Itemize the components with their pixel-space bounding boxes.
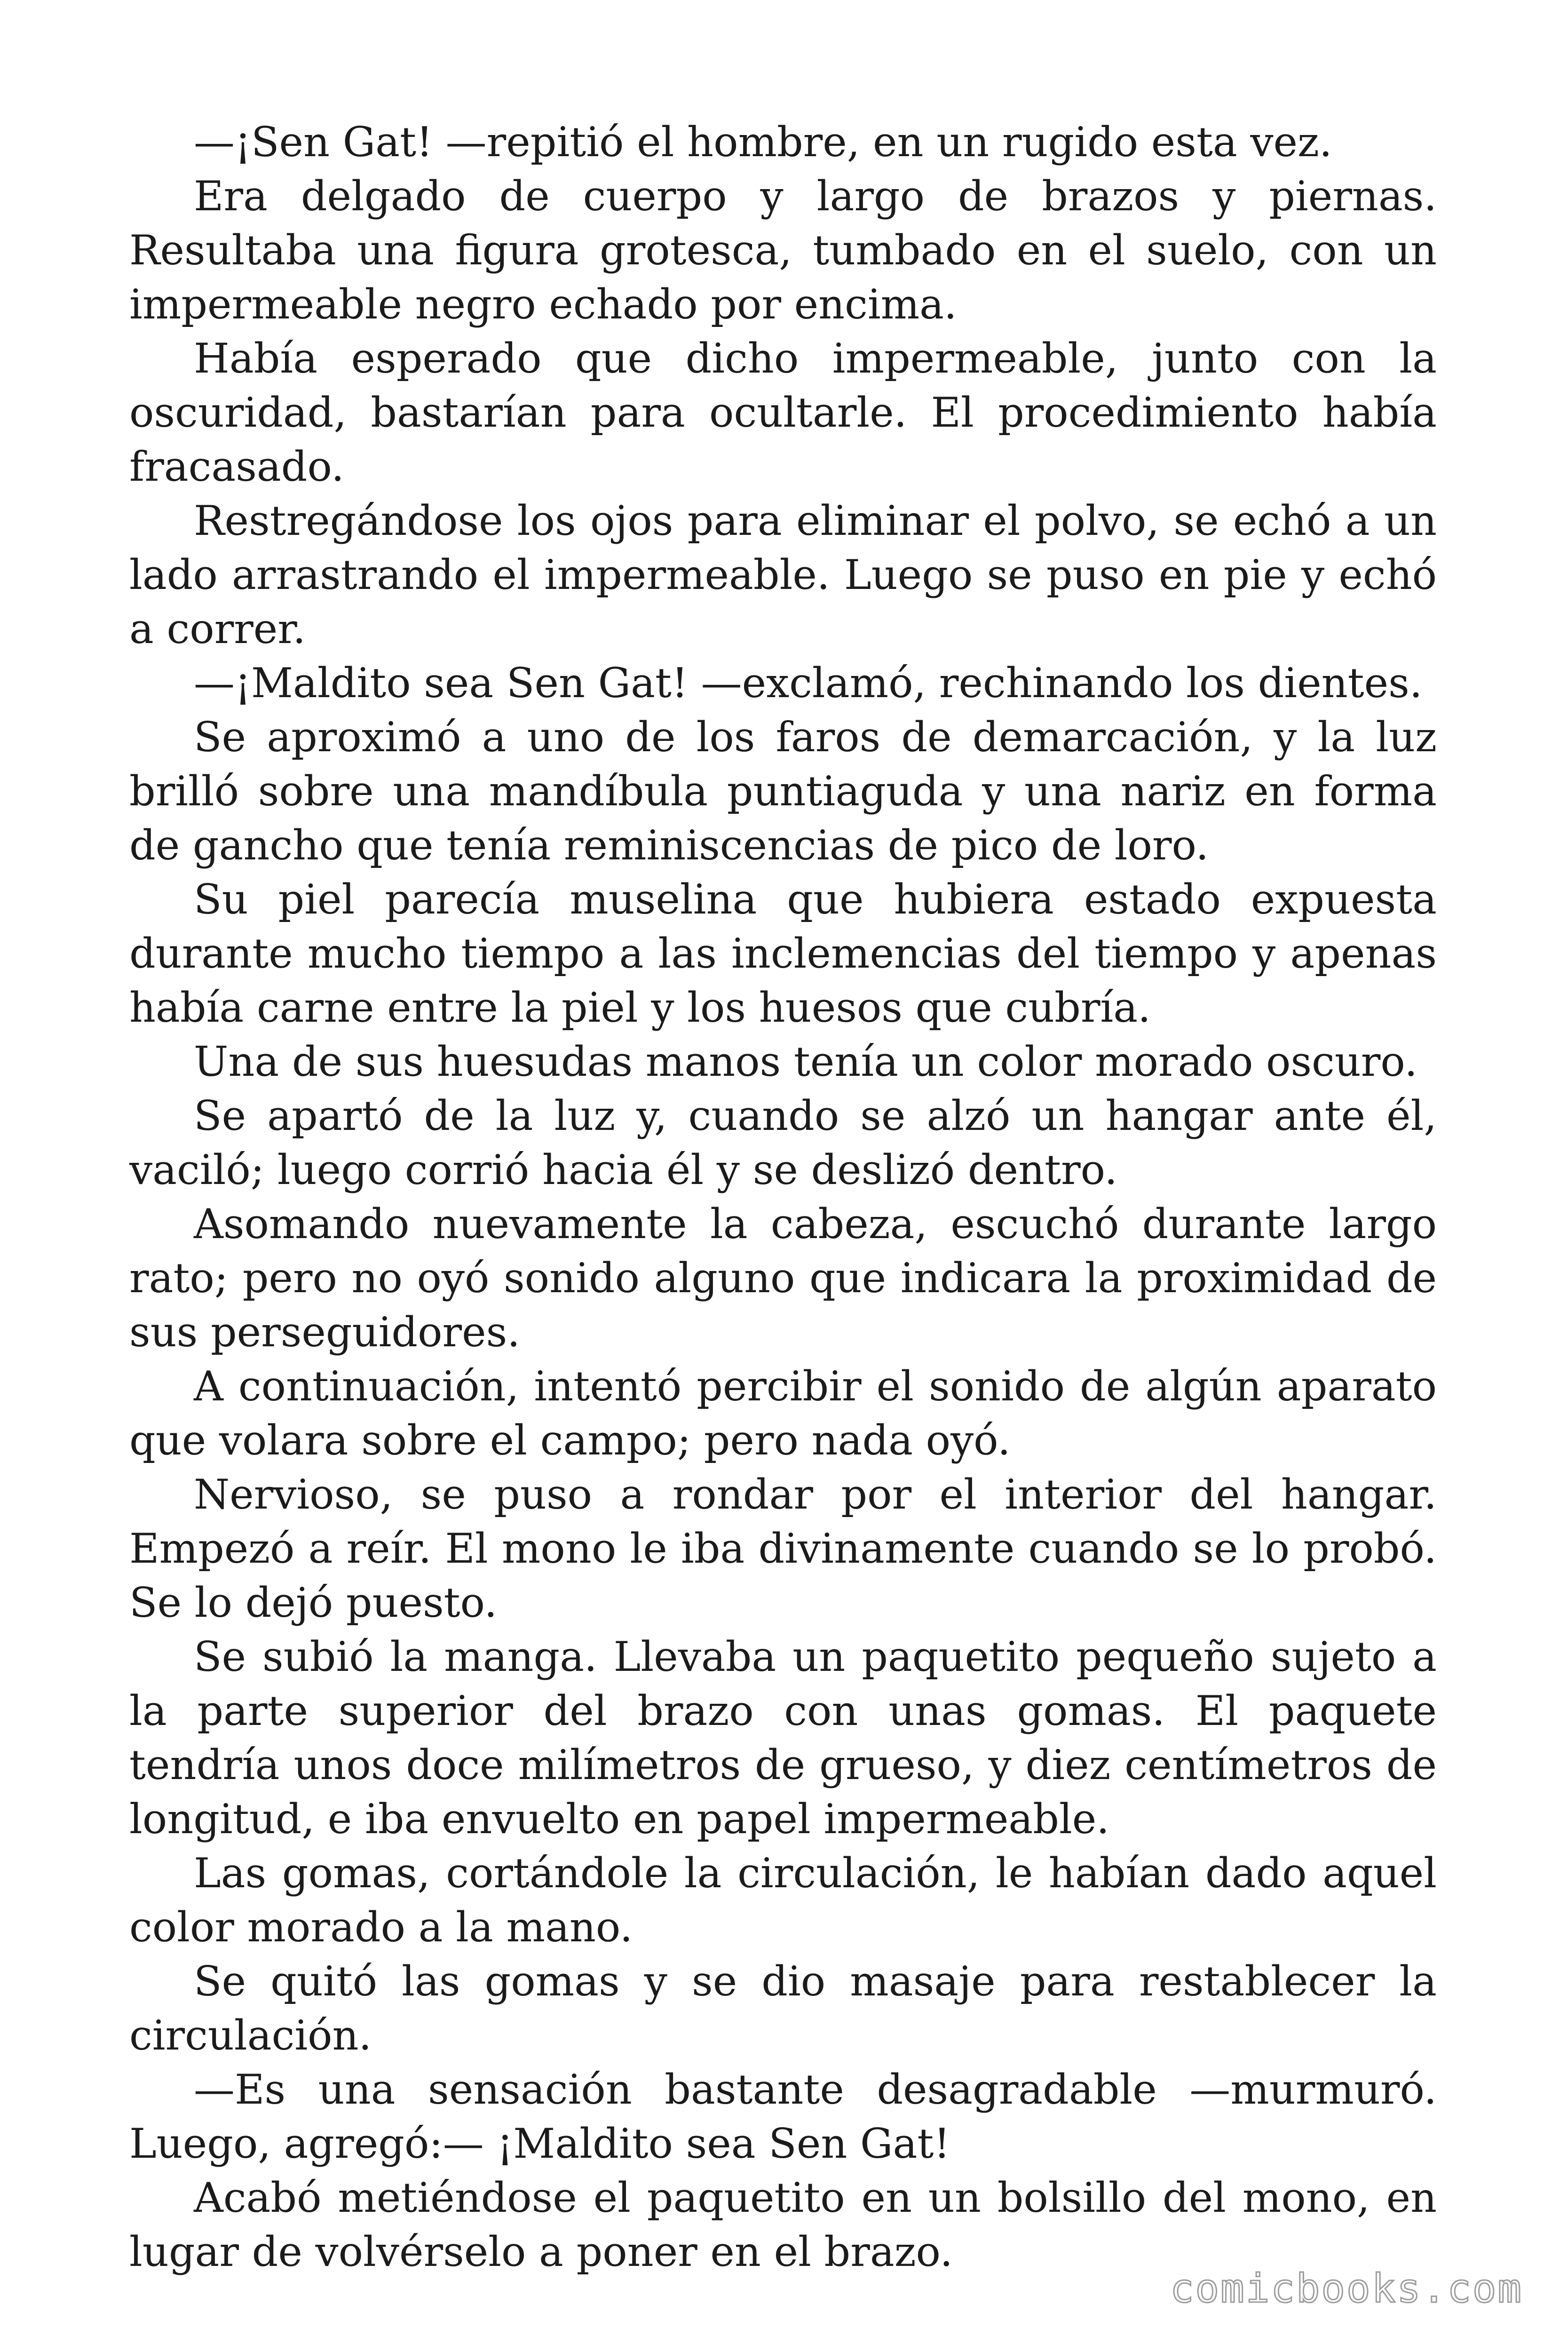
paragraph: Había esperado que dicho impermeable, junto con la oscuridad, bastarían para ocultarle. El procedimiento había fracasado. bbox=[129, 334, 1437, 491]
paragraph: Las gomas, cortándole la circulación, le habían dado aquel color morado a la mano. bbox=[129, 1849, 1437, 1951]
paragraph: Una de sus huesudas manos tenía un color morado oscuro. bbox=[194, 1038, 1418, 1086]
paragraph: —Es una sensación bastante desagradable —murmuró. Luego, agregó:— ¡Maldito sea Sen Gat! bbox=[129, 2066, 1437, 2168]
paragraph: Restregándose los ojos para eliminar el polvo, se echó a un lado arrastrando el impermeable. Luego se puso en pie y echó a correr. bbox=[129, 497, 1437, 653]
paragraph: Se quitó las gomas y se dio masaje para restablecer la circulación. bbox=[129, 1957, 1437, 2059]
paragraph: Acabó metiéndose el paquetito en un bolsillo del mono, en lugar de volvérselo a poner en el brazo. bbox=[129, 2174, 1437, 2276]
paragraph: Se aproximó a uno de los faros de demarcación, y la luz brilló sobre una mandíbula puntiaguda y una nariz en forma de gancho que tenía reminiscencias de pico de loro. bbox=[129, 713, 1437, 869]
watermark: comicbooks.com bbox=[1170, 2265, 1523, 2312]
paragraph: Asomando nuevamente la cabeza, escuchó durante largo rato; pero no oyó sonido alguno que indicara la proximidad de sus perseguidores. bbox=[129, 1200, 1437, 1356]
paragraph: A continuación, intentó percibir el sonido de algún aparato que volara sobre el campo; pero nada oyó. bbox=[129, 1362, 1437, 1464]
paragraph: Se apartó de la luz y, cuando se alzó un hangar ante él, vaciló; luego corrió hacia él y se deslizó dentro. bbox=[129, 1092, 1437, 1194]
paragraph: Nervioso, se puso a rondar por el interior del hangar. Empezó a reír. El mono le iba divinamente cuando se lo probó. Se lo dejó puesto. bbox=[129, 1470, 1437, 1627]
paragraph: Se subió la manga. Llevaba un paquetito pequeño sujeto a la parte superior del brazo con unas gomas. El paquete tendría unos doce milímetros de grueso, y diez centímetros de longitud, e iba envuelto en papel impermeable. bbox=[129, 1633, 1437, 1843]
page-body bbox=[129, 115, 1437, 2279]
paragraph: —¡Maldito sea Sen Gat! —exclamó, rechinando los dientes. bbox=[194, 659, 1423, 707]
paragraph: Era delgado de cuerpo y largo de brazos y piernas. Resultaba una figura grotesca, tumbado en el suelo, con un impermeable negro echado por encima. bbox=[129, 172, 1437, 328]
paragraph: Su piel parecía muselina que hubiera estado expuesta durante mucho tiempo a las inclemencias del tiempo y apenas había carne entre la piel y los huesos que cubría. bbox=[129, 875, 1437, 1032]
paragraph: —¡Sen Gat! —repitió el hombre, en un rugido esta vez. bbox=[194, 118, 1332, 166]
